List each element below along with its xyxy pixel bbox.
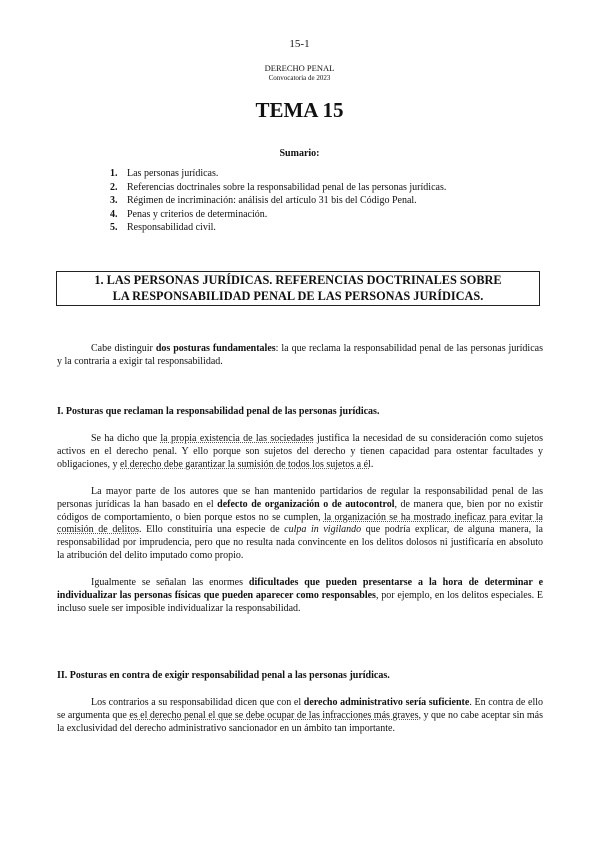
section-heading-line: 1. LAS PERSONAS JURÍDICAS. REFERENCIAS DOCTRINALES SOBRE bbox=[94, 273, 502, 287]
text-run: . bbox=[370, 458, 374, 470]
list-item-number: 2. bbox=[110, 181, 118, 193]
list-item bbox=[110, 194, 446, 208]
page-number: 15-1 bbox=[289, 38, 310, 50]
list-item bbox=[110, 181, 446, 195]
list-item-text: Penas y criterios de determinación. bbox=[127, 208, 268, 220]
bold-text: dos posturas fundamentales bbox=[155, 343, 276, 354]
underlined-text: la propia existencia de las sociedades bbox=[160, 433, 314, 444]
paragraph-II-1 bbox=[57, 697, 543, 735]
paragraph-I-3 bbox=[57, 577, 543, 615]
text-run: Cabe distinguir bbox=[91, 343, 156, 354]
paragraph-I-2 bbox=[57, 486, 543, 563]
section-heading-box bbox=[56, 271, 540, 306]
convocatoria-line: Convocatoria de 2023 bbox=[268, 74, 331, 82]
list-item bbox=[110, 221, 446, 235]
text-run: . Ello constituiría una especie de bbox=[139, 524, 285, 536]
list-item-text: Las personas jurídicas. bbox=[127, 168, 219, 179]
bold-text: derecho administrativo sería suficiente bbox=[303, 697, 470, 708]
text-run: Se ha dicho que bbox=[91, 433, 161, 444]
italic-text: culpa in vigilando bbox=[284, 524, 362, 536]
text-run: La mayor parte de los autores que se han mantenido partidarios de regular la responsabilidad penal de las personas jurídicas la han basado en el bbox=[57, 486, 543, 510]
underlined-text: la organización se ha mostrado ineficaz para evitar la comisión de delitos bbox=[57, 511, 543, 536]
sumario-list bbox=[110, 167, 446, 235]
list-item-text: Responsabilidad civil. bbox=[127, 222, 216, 234]
bold-text: dificultades que pueden presentarse a la hora de determinar e individualizar las personas físicas que pueden aparecer como responsables bbox=[57, 577, 544, 601]
list-item-text: Régimen de incriminación: análisis del artículo 31 bis del Código Penal. bbox=[127, 195, 417, 207]
bold-text: defecto de organización o de autocontrol bbox=[217, 498, 395, 510]
section-heading-I: I. Posturas que reclaman la responsabilidad penal de las personas jurídicas. bbox=[57, 406, 380, 417]
text-run: justifica la necesidad de su consideración como sujetos activos en el derecho penal. Y ello porque son sujetos del derecho y tienen capacidad para ostentar facultades y obligaciones, y bbox=[57, 433, 543, 470]
underlined-text: es el derecho penal el que se debe ocupar de las infracciones más graves bbox=[129, 709, 419, 721]
section-heading-II: II. Posturas en contra de exigir responsabilidad penal a las personas jurídicas. bbox=[57, 670, 390, 681]
text-run: : la que reclama la responsabilidad penal de las personas jurídicas y la contraria a exigir tal responsabilidad. bbox=[57, 343, 543, 367]
page-title: TEMA 15 bbox=[255, 98, 344, 122]
list-item-number: 1. bbox=[110, 168, 118, 179]
text-run: , por ejemplo, en los delitos especiales. E incluso suele ser imposible individualizar la responsabilidad. bbox=[57, 589, 544, 614]
text-run: , y que no cabe aceptar sin más la exclusividad del derecho administrativo sancionador en un ámbito tan importante. bbox=[57, 709, 543, 734]
list-item bbox=[110, 208, 446, 222]
list-item-number: 4. bbox=[110, 208, 118, 220]
subject-heading: DERECHO PENAL bbox=[264, 63, 335, 73]
text-run: Los contrarios a su responsabilidad dicen que con el bbox=[91, 697, 304, 708]
list-item bbox=[110, 167, 446, 181]
text-run: . En contra de ello se argumenta que bbox=[57, 697, 544, 721]
paragraph-I-1 bbox=[57, 433, 543, 471]
intro-paragraph bbox=[57, 343, 543, 369]
text-run: Igualmente se señalan las enormes bbox=[91, 577, 249, 588]
text-run: que podría explicar, de alguna manera, la responsabilidad por imprudencia, pero que no resulta nada convincente en los delitos dolosos ni justificaría en absoluto la atribución del delito imputado como propio. bbox=[57, 524, 543, 561]
section-heading-line: LA RESPONSABILIDAD PENAL DE LAS PERSONAS JURÍDICAS. bbox=[112, 288, 484, 303]
text-run: , de manera que, bien por no existir códigos de comportamiento, o bien porque estos no se cumplen, bbox=[57, 498, 544, 523]
list-item-number: 3. bbox=[110, 195, 118, 207]
sumario-heading: Sumario: bbox=[279, 148, 320, 159]
underlined-text: el derecho debe garantizar la sumisión de todos los sujetos a él bbox=[120, 458, 371, 470]
list-item-number: 5. bbox=[110, 222, 118, 234]
list-item-text: Referencias doctrinales sobre la responsabilidad penal de las personas jurídicas. bbox=[127, 181, 447, 193]
